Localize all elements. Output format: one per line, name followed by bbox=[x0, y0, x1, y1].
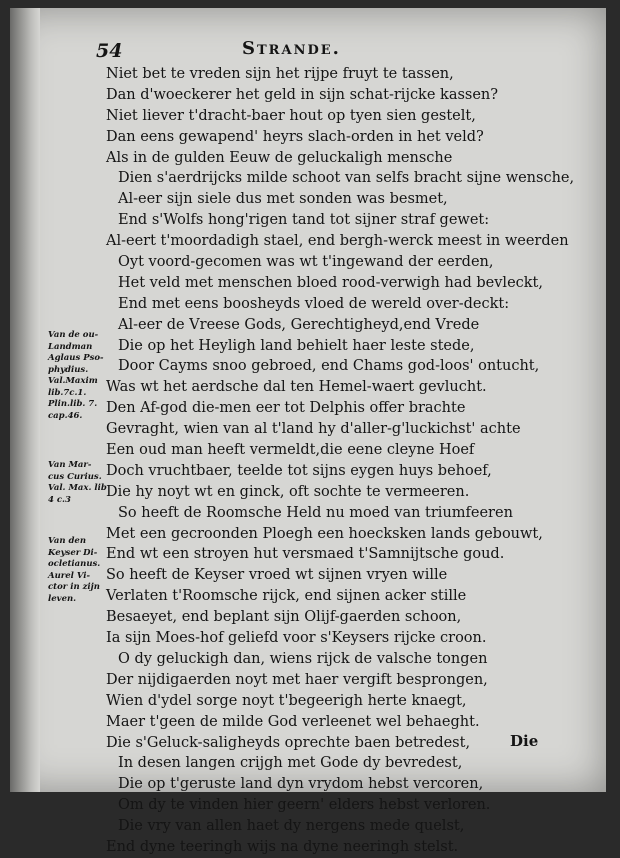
verse-line: Oyt voord-gecomen was wt t'ingewand der eerden, bbox=[118, 254, 494, 271]
verse-line: Al-eer sijn siele dus met sonden was besmet, bbox=[118, 191, 448, 208]
verse-line: Wien d'ydel sorge noyt t'begeerigh herte knaegt, bbox=[106, 692, 467, 709]
verse-line: Niet liever t'dracht-baer hout op tyen sien gestelt, bbox=[106, 107, 476, 124]
poem-verses bbox=[106, 64, 574, 858]
page-number: 54 bbox=[96, 40, 123, 62]
verse-line: Om dy te vinden hier geern' elders hebst verloren. bbox=[118, 797, 491, 814]
verse-line: Een oud man heeft vermeldt,die eene cleyne Hoef bbox=[106, 442, 475, 459]
verse-line: Dien s'aerdrijcks milde schoot van selfs bracht sijne wensche, bbox=[118, 170, 575, 187]
book-page bbox=[10, 8, 606, 855]
verse-line: Het veld met menschen bloed rood-verwigh had bevleckt, bbox=[118, 274, 543, 291]
verse-line: Maer t'geen de milde God verleenet wel behaeght. bbox=[106, 713, 480, 730]
verse-line: Dan eens gewapend' heyrs slach-orden in het veld? bbox=[106, 128, 484, 145]
running-head: Strande. bbox=[242, 38, 341, 59]
margin-note-diocletianus: Van den Keyser Di- ocletianus. Aurel Vi- ctor in zijn leven. bbox=[48, 536, 101, 604]
verse-line: Die op het Heyligh land behielt haer leste stede, bbox=[118, 337, 475, 354]
verse-line: In desen langen crijgh met Gode dy bevredest, bbox=[118, 755, 463, 772]
verse-line: Die hy noyt wt en ginck, oft sochte te vermeeren. bbox=[106, 483, 470, 500]
verse-line: Al-eert t'moordadigh stael, end bergh-werck meest in weerden bbox=[106, 233, 569, 250]
verse-line: Die s'Geluck-saligheyds oprechte baen betredest, bbox=[106, 734, 471, 751]
margin-note-curius: Van Mar- cus Curius. Val. Max. lib 4 c.3 bbox=[48, 460, 107, 505]
verse-line: Ia sijn Moes-hof geliefd voor s'Keysers rijcke croon. bbox=[106, 630, 487, 647]
verse-line: Doch vruchtbaer, teelde tot sijns eygen huys behoef, bbox=[106, 462, 492, 479]
verse-line: Als in de gulden Eeuw de geluckaligh mensche bbox=[106, 149, 453, 166]
verse-line: End dyne teeringh wijs na dyne neeringh stelst. bbox=[106, 838, 459, 855]
verse-line: Gevraght, wien van al t'land hy d'aller-g'luckichst' achte bbox=[106, 421, 521, 438]
verse-line: Den Af-god die-men eer tot Delphis offer brachte bbox=[106, 400, 466, 417]
verse-line: So heeft de Roomsche Held nu moed van triumfeeren bbox=[118, 504, 513, 521]
verse-line: Door Cayms snoo gebroed, end Chams god-loos' ontucht, bbox=[118, 358, 540, 375]
verse-line: So heeft de Keyser vroed wt sijnen vryen wille bbox=[106, 567, 448, 584]
verse-line: End wt een stroyen hut versmaed t'Samnijtsche goud. bbox=[106, 546, 505, 563]
verse-line: Al-eer de Vreese Gods, Gerechtigheyd,end Vrede bbox=[118, 316, 480, 333]
verse-line: Dan d'woeckerer het geld in sijn schat-rijcke kassen? bbox=[106, 86, 499, 103]
catchword: Die bbox=[510, 732, 539, 750]
verse-line: End met eens boosheyds vloed de wereld over-deckt: bbox=[118, 295, 510, 312]
margin-note-landman: Van de ou- Landman Aglaus Pso- phydius. Val.Maxim lib.7c.1. Plin.lib. 7. cap.46. bbox=[48, 330, 104, 421]
verse-line: Die op t'geruste land dyn vrydom hebst vercoren, bbox=[118, 776, 484, 793]
verse-line: Niet bet te vreden sijn het rijpe fruyt te tassen, bbox=[106, 66, 454, 82]
verse-line: Verlaten t'Roomsche rijck, end sijnen acker stille bbox=[106, 588, 467, 605]
verse-line: Was wt het aerdsche dal ten Hemel-waert gevlucht. bbox=[106, 379, 487, 396]
verse-line: Die vry van allen haet dy nergens mede quelst, bbox=[118, 818, 465, 835]
verse-line: Besaeyet, end beplant sijn Olijf-gaerden schoon, bbox=[106, 609, 462, 626]
verse-line: End s'Wolfs hong'rigen tand tot sijner straf gewet: bbox=[118, 212, 490, 229]
verse-line: O dy geluckigh dan, wiens rijck de valsche tongen bbox=[118, 650, 488, 667]
verse-line: Der nijdigaerden noyt met haer vergift besprongen, bbox=[106, 671, 488, 688]
verse-line: Met een gecroonden Ploegh een hoecksken lands gebouwt, bbox=[106, 525, 543, 542]
page-binding-shadow bbox=[10, 8, 40, 792]
